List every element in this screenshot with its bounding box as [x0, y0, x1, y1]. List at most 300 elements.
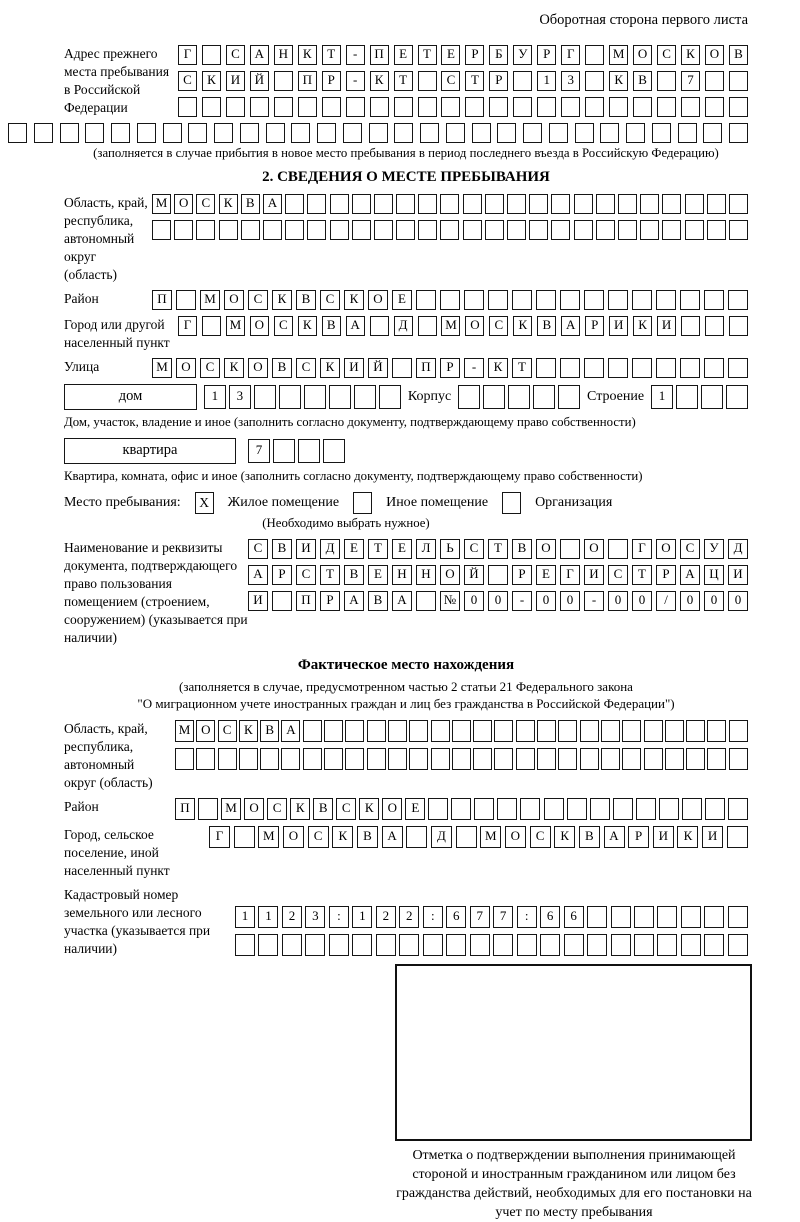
- char-cell: Й: [250, 71, 269, 91]
- city-grid: [178, 316, 748, 336]
- char-cell: [590, 798, 610, 820]
- char-cell: [494, 720, 513, 742]
- char-cell: Г: [178, 45, 197, 65]
- house-number-grid: [204, 385, 401, 409]
- char-cell: [513, 97, 532, 117]
- char-cell: [354, 385, 376, 409]
- char-cell: 3: [229, 385, 251, 409]
- char-cell: Б: [489, 45, 508, 65]
- char-cell: [729, 220, 748, 240]
- char-cell: П: [416, 358, 436, 378]
- char-cell: [367, 720, 386, 742]
- street-grid: [152, 358, 748, 378]
- actual-region-grid: [175, 720, 748, 770]
- char-cell: 6: [446, 906, 466, 928]
- stamp-note: Отметка о подтверждении выполнения принимающей стороной и иностранным гражданином или лицом без гражданства действий, необходимых для его постановки на учет по месту пребывания: [396, 1148, 752, 1220]
- house-note: Дом, участок, владение и иное (заполнить согласно документу, подтверждающему право собственности): [64, 415, 636, 429]
- stay-type-note: (Необходимо выбрать нужное): [262, 516, 430, 530]
- char-cell: Т: [394, 71, 413, 91]
- char-cell: А: [263, 194, 282, 214]
- char-cell: Р: [322, 71, 341, 91]
- char-cell: С: [248, 290, 268, 310]
- char-cell: [600, 123, 619, 143]
- char-cell: И: [653, 826, 674, 848]
- char-cell: [416, 591, 436, 611]
- char-cell: [345, 720, 364, 742]
- char-cell: [367, 748, 386, 770]
- char-cell: [196, 748, 215, 770]
- char-cell: М: [152, 194, 171, 214]
- char-cell: [549, 123, 568, 143]
- char-cell: [260, 748, 279, 770]
- char-cell: [304, 385, 326, 409]
- char-cell: С: [218, 720, 237, 742]
- char-cell: К: [370, 71, 389, 91]
- char-cell: [418, 71, 437, 91]
- char-cell: 7: [248, 439, 270, 463]
- char-cell: Г: [561, 45, 580, 65]
- char-cell: И: [657, 316, 676, 336]
- char-cell: [729, 720, 748, 742]
- cadastral-block: [64, 886, 748, 958]
- char-cell: К: [224, 358, 244, 378]
- char-cell: С: [336, 798, 356, 820]
- char-cell: [707, 220, 726, 240]
- cadastral-grid-row-2: [235, 934, 748, 956]
- char-cell: [685, 194, 704, 214]
- char-cell: К: [344, 290, 364, 310]
- char-cell: [685, 220, 704, 240]
- char-cell: О: [584, 539, 604, 559]
- char-cell: 0: [464, 591, 484, 611]
- char-cell: [512, 290, 532, 310]
- char-cell: О: [196, 720, 215, 742]
- char-cell: К: [219, 194, 238, 214]
- cadastral-grid-row-1: [235, 906, 748, 928]
- char-cell: В: [296, 290, 316, 310]
- char-cell: [418, 220, 437, 240]
- char-cell: [596, 220, 615, 240]
- apartment-note: Квартира, комната, офис и иное (заполнить согласно документу, подтверждающему право собственности): [64, 469, 643, 483]
- char-cell: [728, 934, 748, 956]
- char-cell: М: [226, 316, 245, 336]
- char-cell: Е: [344, 539, 364, 559]
- char-cell: 3: [561, 71, 580, 91]
- char-cell: А: [680, 565, 700, 585]
- char-cell: [729, 194, 748, 214]
- char-cell: К: [513, 316, 532, 336]
- char-cell: [34, 123, 53, 143]
- char-cell: С: [178, 71, 197, 91]
- actual-location-note-line2: "О миграционном учете иностранных граждан и лиц без гражданства в Российской Федерации"): [137, 696, 675, 711]
- char-cell: [560, 539, 580, 559]
- char-cell: Н: [274, 45, 293, 65]
- char-cell: [728, 290, 748, 310]
- char-cell: [544, 798, 564, 820]
- char-cell: [458, 385, 480, 409]
- char-cell: [307, 220, 326, 240]
- char-cell: [369, 123, 388, 143]
- char-cell: [707, 748, 726, 770]
- char-cell: [374, 194, 393, 214]
- char-cell: Р: [440, 358, 460, 378]
- char-cell: [680, 358, 700, 378]
- char-cell: :: [329, 906, 349, 928]
- char-cell: П: [298, 71, 317, 91]
- char-cell: М: [480, 826, 501, 848]
- char-cell: [285, 194, 304, 214]
- char-cell: Г: [560, 565, 580, 585]
- char-cell: А: [346, 316, 365, 336]
- char-cell: О: [224, 290, 244, 310]
- char-cell: [451, 798, 471, 820]
- char-cell: [507, 194, 526, 214]
- char-cell: [665, 748, 684, 770]
- char-cell: 6: [564, 906, 584, 928]
- char-cell: [279, 385, 301, 409]
- char-cell: В: [579, 826, 600, 848]
- char-cell: Д: [431, 826, 452, 848]
- char-cell: Т: [488, 539, 508, 559]
- char-cell: К: [290, 798, 310, 820]
- actual-region-grid-row-2: [175, 748, 748, 770]
- char-cell: С: [530, 826, 551, 848]
- char-cell: [452, 720, 471, 742]
- char-cell: [431, 720, 450, 742]
- char-cell: О: [440, 565, 460, 585]
- char-cell: [704, 290, 724, 310]
- char-cell: [463, 220, 482, 240]
- char-cell: О: [248, 358, 268, 378]
- char-cell: [446, 934, 466, 956]
- char-cell: [608, 358, 628, 378]
- char-cell: [352, 220, 371, 240]
- char-cell: [652, 123, 671, 143]
- char-cell: 0: [680, 591, 700, 611]
- actual-region-label: Область, край, республика, автономный округ (область): [64, 721, 153, 790]
- char-cell: Г: [632, 539, 652, 559]
- char-cell: 7: [493, 906, 513, 928]
- char-cell: Т: [632, 565, 652, 585]
- char-cell: [416, 290, 436, 310]
- char-cell: [681, 906, 701, 928]
- char-cell: [728, 798, 748, 820]
- apartment-row: [64, 438, 748, 464]
- char-cell: [633, 97, 652, 117]
- char-cell: [729, 123, 748, 143]
- actual-city-label: Город, сельское поселение, иной населенный пункт: [64, 827, 170, 878]
- char-cell: [686, 720, 705, 742]
- char-cell: [281, 748, 300, 770]
- char-cell: [282, 934, 302, 956]
- char-cell: [727, 826, 748, 848]
- char-cell: [560, 290, 580, 310]
- district-grid: [152, 290, 748, 310]
- city-label: Город или другой населенный пункт: [64, 317, 170, 350]
- char-cell: [728, 906, 748, 928]
- char-cell: [272, 591, 292, 611]
- char-cell: Т: [465, 71, 484, 91]
- char-cell: [175, 748, 194, 770]
- char-cell: [440, 220, 459, 240]
- stamp-area: [395, 964, 752, 1141]
- char-cell: Е: [392, 290, 412, 310]
- char-cell: В: [512, 539, 532, 559]
- char-cell: Р: [585, 316, 604, 336]
- stay-type-checkbox-residential: X: [195, 492, 214, 514]
- char-cell: [574, 220, 593, 240]
- char-cell: [418, 316, 437, 336]
- char-cell: [558, 748, 577, 770]
- char-cell: [346, 97, 365, 117]
- char-cell: [729, 71, 748, 91]
- char-cell: [513, 71, 532, 91]
- char-cell: [483, 385, 505, 409]
- char-cell: [394, 97, 413, 117]
- char-cell: [656, 358, 676, 378]
- char-cell: [396, 194, 415, 214]
- char-cell: [640, 220, 659, 240]
- char-cell: [584, 358, 604, 378]
- char-cell: [352, 194, 371, 214]
- char-cell: [516, 748, 535, 770]
- char-cell: О: [174, 194, 193, 214]
- stroenie-label: Строение: [587, 389, 645, 404]
- char-cell: У: [513, 45, 532, 65]
- prev-address-grid-row-4: [8, 123, 748, 143]
- char-cell: [497, 798, 517, 820]
- char-cell: [507, 220, 526, 240]
- char-cell: [640, 194, 659, 214]
- char-cell: [634, 906, 654, 928]
- char-cell: [263, 220, 282, 240]
- char-cell: М: [258, 826, 279, 848]
- char-cell: С: [489, 316, 508, 336]
- char-cell: [662, 220, 681, 240]
- char-cell: [111, 123, 130, 143]
- char-cell: [704, 906, 724, 928]
- char-cell: [587, 906, 607, 928]
- char-cell: [681, 97, 700, 117]
- char-cell: Т: [322, 45, 341, 65]
- char-cell: 0: [536, 591, 556, 611]
- char-cell: [494, 748, 513, 770]
- char-cell: Д: [394, 316, 413, 336]
- char-cell: [473, 720, 492, 742]
- char-cell: К: [272, 290, 292, 310]
- char-cell: -: [346, 45, 365, 65]
- stay-type-checkbox-other: [353, 492, 372, 514]
- char-cell: С: [274, 316, 293, 336]
- char-cell: [409, 748, 428, 770]
- char-cell: [202, 97, 221, 117]
- char-cell: В: [272, 358, 292, 378]
- char-cell: [163, 123, 182, 143]
- char-cell: 2: [399, 906, 419, 928]
- char-cell: [657, 906, 677, 928]
- char-cell: [298, 439, 320, 463]
- region-grid-row-1: [152, 194, 748, 214]
- char-cell: О: [536, 539, 556, 559]
- char-cell: [705, 97, 724, 117]
- char-cell: /: [656, 591, 676, 611]
- char-cell: [574, 194, 593, 214]
- char-cell: [622, 720, 641, 742]
- char-cell: В: [537, 316, 556, 336]
- document-grid-row-3: [248, 591, 748, 611]
- street-label: Улица: [64, 359, 100, 374]
- char-cell: А: [604, 826, 625, 848]
- char-cell: К: [633, 316, 652, 336]
- char-cell: [608, 539, 628, 559]
- char-cell: [226, 97, 245, 117]
- char-cell: А: [250, 45, 269, 65]
- prev-address-block: [64, 45, 748, 117]
- char-cell: К: [202, 71, 221, 91]
- char-cell: [705, 798, 725, 820]
- char-cell: Г: [178, 316, 197, 336]
- char-cell: [662, 194, 681, 214]
- char-cell: 2: [282, 906, 302, 928]
- char-cell: [465, 97, 484, 117]
- char-cell: В: [357, 826, 378, 848]
- char-cell: [626, 123, 645, 143]
- char-cell: [396, 220, 415, 240]
- char-cell: А: [392, 591, 412, 611]
- district-block: [64, 290, 748, 310]
- korpus-grid: [458, 385, 580, 409]
- char-cell: [704, 934, 724, 956]
- char-cell: [330, 220, 349, 240]
- char-cell: [406, 826, 427, 848]
- char-cell: О: [382, 798, 402, 820]
- char-cell: [497, 123, 516, 143]
- char-cell: [202, 45, 221, 65]
- char-cell: 0: [632, 591, 652, 611]
- char-cell: К: [239, 720, 258, 742]
- char-cell: [345, 748, 364, 770]
- char-cell: [322, 97, 341, 117]
- char-cell: С: [308, 826, 329, 848]
- char-cell: [657, 97, 676, 117]
- char-cell: В: [633, 71, 652, 91]
- char-cell: 1: [258, 906, 278, 928]
- char-cell: О: [505, 826, 526, 848]
- char-cell: П: [370, 45, 389, 65]
- char-cell: [657, 934, 677, 956]
- char-cell: Е: [536, 565, 556, 585]
- char-cell: [704, 358, 724, 378]
- char-cell: [241, 220, 260, 240]
- char-cell: [409, 720, 428, 742]
- char-cell: [613, 798, 633, 820]
- char-cell: У: [704, 539, 724, 559]
- char-cell: [463, 194, 482, 214]
- char-cell: П: [152, 290, 172, 310]
- char-cell: [85, 123, 104, 143]
- char-cell: [644, 748, 663, 770]
- char-cell: [726, 385, 748, 409]
- char-cell: [218, 748, 237, 770]
- char-cell: [551, 220, 570, 240]
- char-cell: [488, 290, 508, 310]
- char-cell: О: [250, 316, 269, 336]
- char-cell: №: [440, 591, 460, 611]
- char-cell: Р: [465, 45, 484, 65]
- char-cell: [370, 316, 389, 336]
- char-cell: [254, 385, 276, 409]
- char-cell: [258, 934, 278, 956]
- char-cell: [485, 194, 504, 214]
- char-cell: [516, 720, 535, 742]
- apartment-grid: [248, 439, 345, 463]
- prev-address-grid-row-1: [178, 45, 748, 65]
- char-cell: А: [561, 316, 580, 336]
- char-cell: [705, 316, 724, 336]
- char-cell: О: [368, 290, 388, 310]
- char-cell: [551, 194, 570, 214]
- region-grid: [152, 194, 748, 240]
- char-cell: [174, 220, 193, 240]
- char-cell: К: [298, 45, 317, 65]
- char-cell: [622, 748, 641, 770]
- char-cell: [474, 798, 494, 820]
- char-cell: С: [200, 358, 220, 378]
- char-cell: [580, 720, 599, 742]
- char-cell: [680, 290, 700, 310]
- char-cell: [418, 97, 437, 117]
- char-cell: С: [267, 798, 287, 820]
- char-cell: [676, 385, 698, 409]
- char-cell: Р: [272, 565, 292, 585]
- char-cell: С: [196, 194, 215, 214]
- house-row: [64, 384, 748, 410]
- char-cell: [536, 290, 556, 310]
- page-side-note: Оборотная сторона первого листа: [539, 12, 748, 28]
- char-cell: Т: [418, 45, 437, 65]
- char-cell: [423, 934, 443, 956]
- char-cell: [266, 123, 285, 143]
- char-cell: [303, 720, 322, 742]
- char-cell: [618, 220, 637, 240]
- char-cell: [370, 97, 389, 117]
- actual-location-title: Фактическое место нахождения: [297, 657, 515, 673]
- char-cell: Н: [392, 565, 412, 585]
- char-cell: [446, 123, 465, 143]
- char-cell: [618, 194, 637, 214]
- char-cell: 1: [235, 906, 255, 928]
- char-cell: [234, 826, 255, 848]
- char-cell: 1: [651, 385, 673, 409]
- char-cell: М: [152, 358, 172, 378]
- char-cell: [388, 748, 407, 770]
- char-cell: [394, 123, 413, 143]
- document-label: Наименование и реквизиты документа, подтверждающего право пользования помещением (строением, сооружением) (указывается при наличии): [64, 540, 248, 645]
- document-block: [64, 539, 748, 647]
- char-cell: [440, 290, 460, 310]
- char-cell: [240, 123, 259, 143]
- cadastral-label: Кадастровый номер земельного или лесного участка (указывается при наличии): [64, 887, 211, 956]
- char-cell: [656, 290, 676, 310]
- char-cell: И: [344, 358, 364, 378]
- char-cell: [273, 439, 295, 463]
- char-cell: [703, 123, 722, 143]
- char-cell: [596, 194, 615, 214]
- char-cell: И: [702, 826, 723, 848]
- char-cell: [537, 97, 556, 117]
- char-cell: [537, 748, 556, 770]
- char-cell: Р: [320, 591, 340, 611]
